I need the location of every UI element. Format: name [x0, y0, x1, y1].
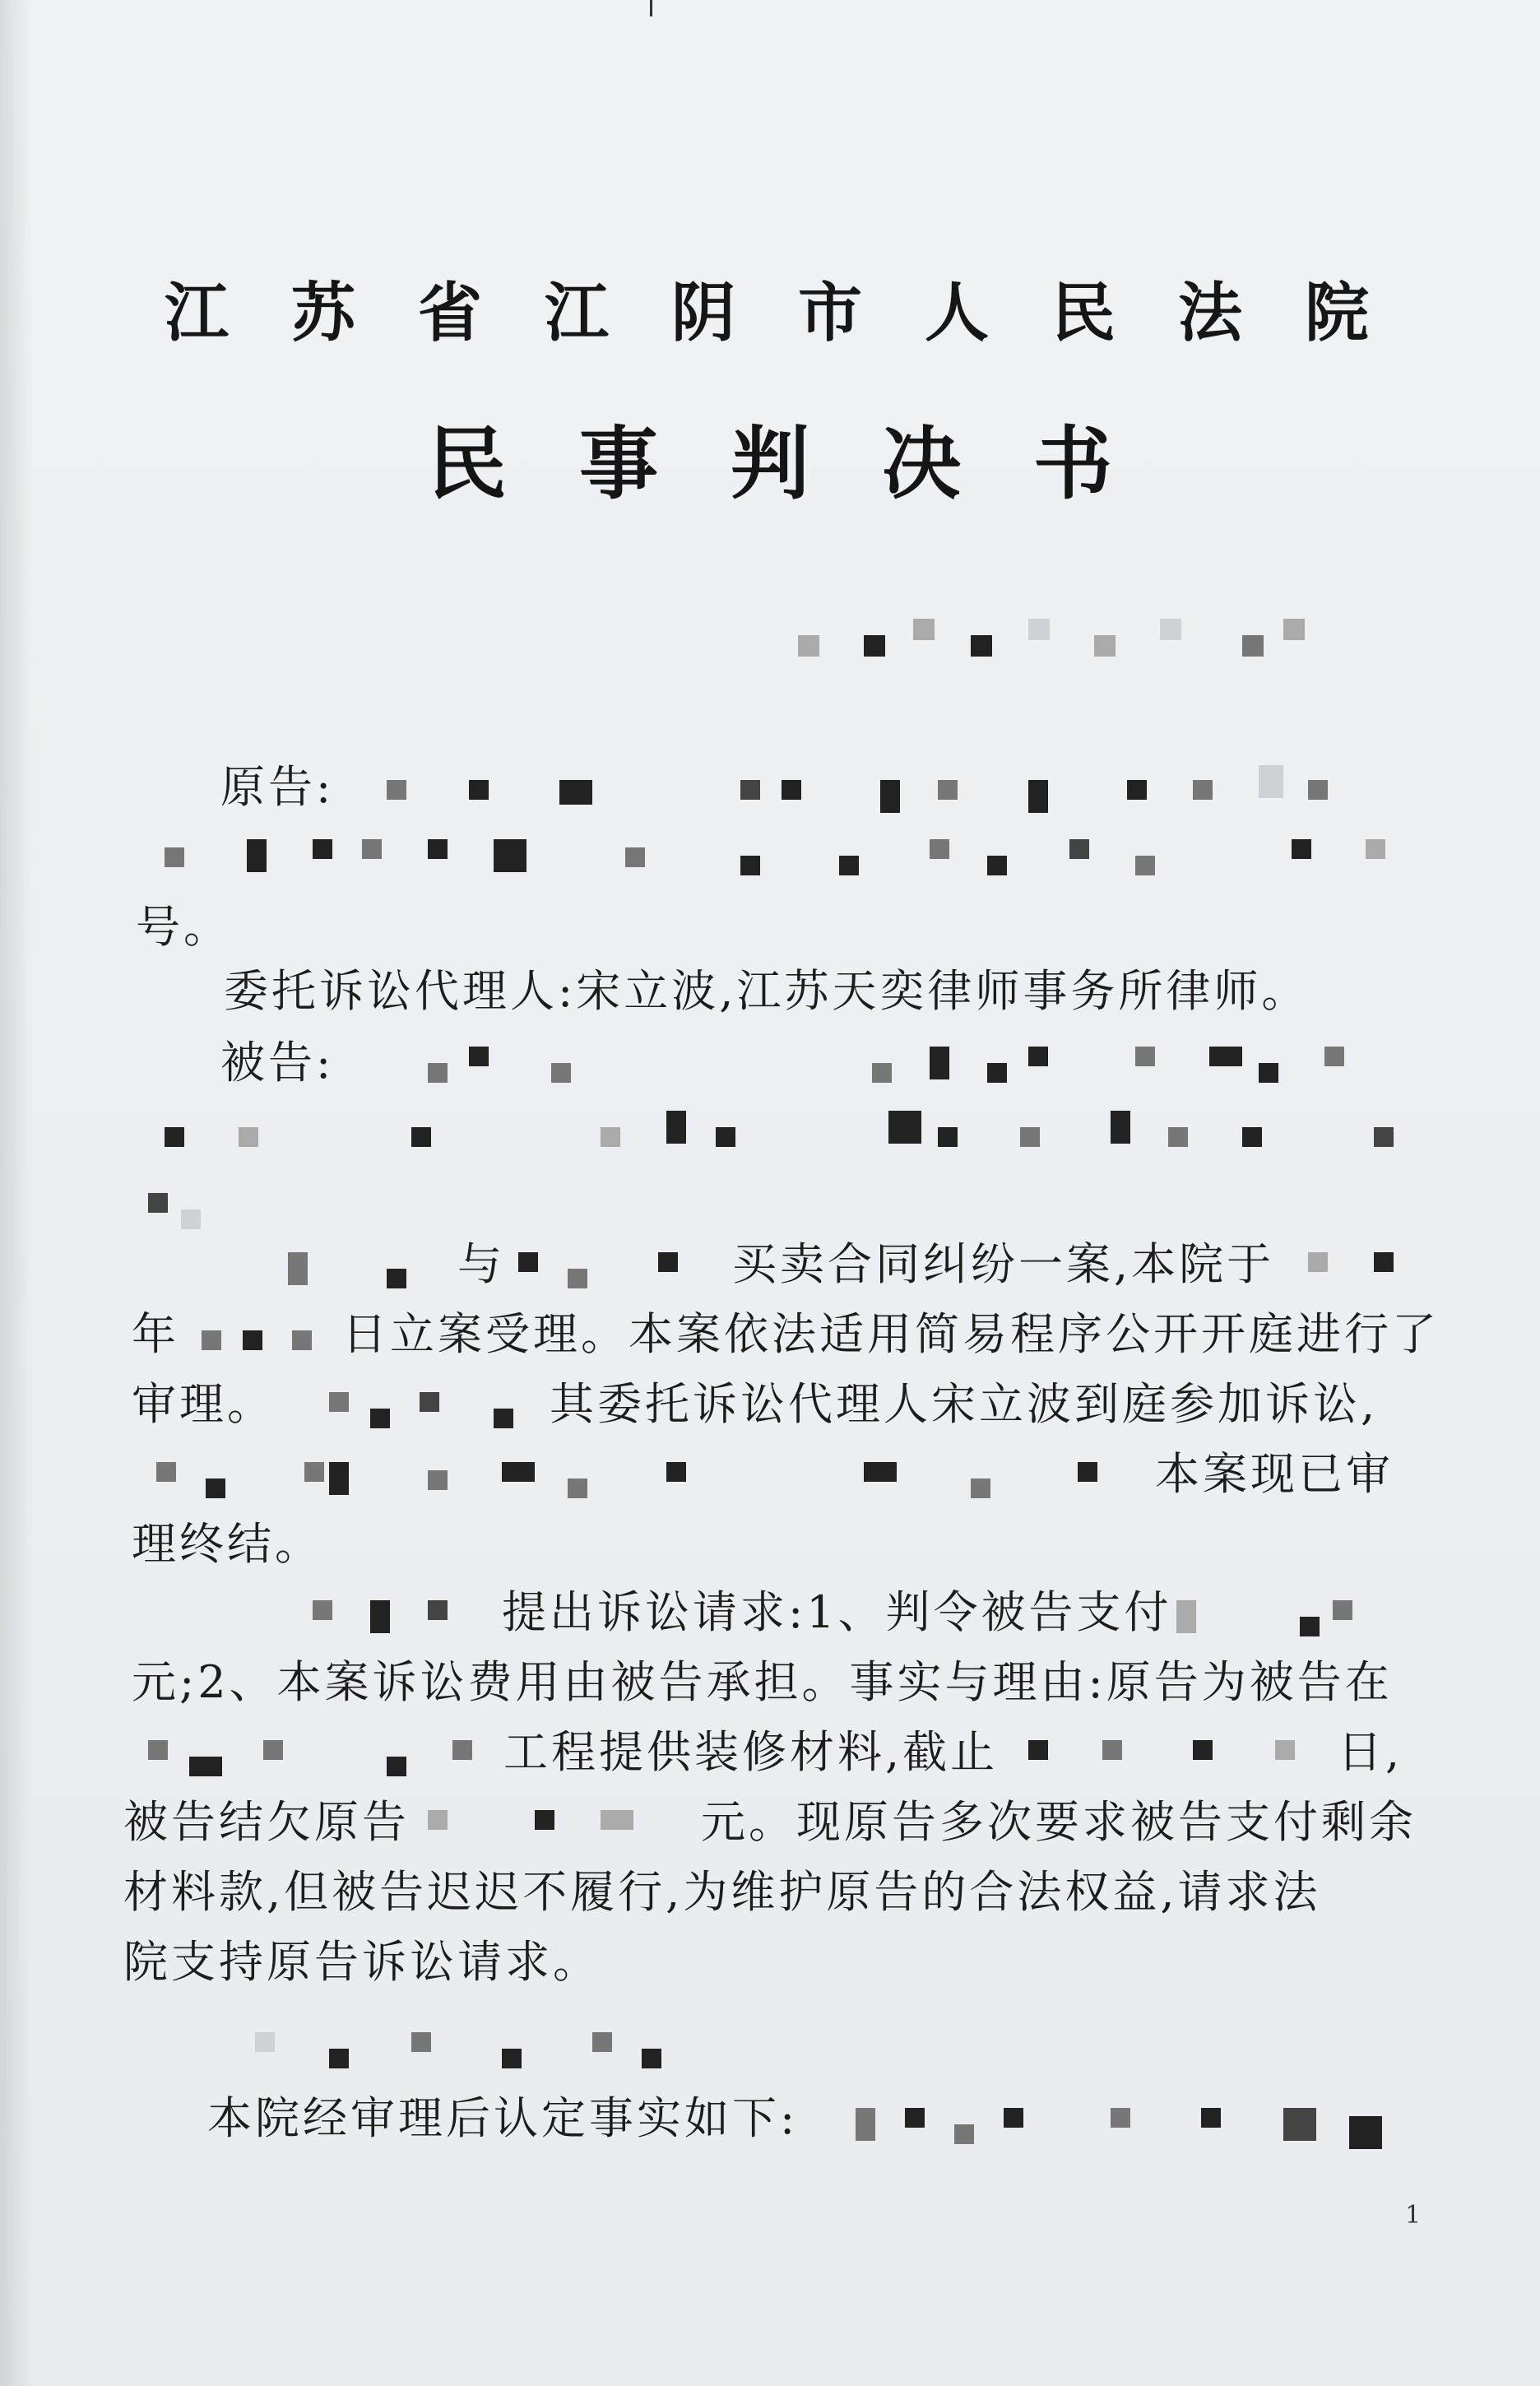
para1-filing: 日立案受理。本案依法适用简易程序公开开庭进行了: [342, 1308, 1440, 1360]
para1-conclusion: 本案现已审: [1155, 1448, 1394, 1500]
redacted-defendant-response: [230, 2024, 691, 2073]
redacted-cutoff-date: [1004, 1732, 1333, 1781]
stray-mark: [650, 0, 652, 16]
plaintiff-label: 原告:: [220, 761, 335, 813]
para2-demand: 元。现原告多次要求被告支付剩余: [701, 1796, 1417, 1848]
redacted-owed-amount: [411, 1802, 691, 1851]
redacted-findings: [839, 2100, 1407, 2157]
redacted-defendant-tail: [140, 1185, 222, 1234]
para2-refusal: 材料款,但被告迟迟不履行,为维护原告的合法权益,请求法: [123, 1866, 1321, 1918]
para2-owed: 被告结欠原告: [123, 1796, 410, 1848]
document-type-title: 民事判决书: [428, 417, 1185, 510]
redacted-defendant-name-1: [510, 1244, 724, 1293]
court-name: 江苏省江阴市人民法院: [165, 276, 1432, 350]
defendant-label: 被告:: [220, 1037, 335, 1089]
page-edge-shadow: [0, 0, 33, 2386]
para1-conjunction: 与: [457, 1238, 505, 1290]
para1-trial: 审理。: [132, 1378, 275, 1430]
redacted-defendant-address: [140, 1111, 1407, 1160]
para1-case-type: 买卖合同纠纷一案,本院于: [732, 1238, 1275, 1290]
redacted-project-name: [140, 1732, 502, 1781]
redacted-defendant-info: [362, 1038, 1399, 1088]
redacted-case-number: [782, 619, 1316, 668]
redacted-plaintiff-info: [362, 765, 1399, 815]
redacted-claim-amount: [1160, 1592, 1407, 1641]
para2-costs: 元;2、本案诉讼费用由被告承担。事实与理由:原告为被告在: [132, 1656, 1393, 1708]
redacted-plaintiff-name-2: [280, 1384, 543, 1433]
para1-attendance: 其委托诉讼代理人宋立波到庭参加诉讼,: [550, 1378, 1379, 1430]
findings-intro: 本院经审理后认定事实如下:: [207, 2092, 799, 2144]
page-number: 1: [1405, 2201, 1422, 2230]
para1-ending: 理终结。: [132, 1518, 322, 1570]
redacted-plaintiff-name-3: [239, 1592, 502, 1641]
para2-date-suffix: 日,: [1338, 1726, 1403, 1778]
redacted-month-day: [185, 1314, 333, 1363]
redacted-plaintiff-name-1: [239, 1244, 452, 1293]
para2-request: 院支持原告诉讼请求。: [123, 1936, 601, 1988]
para2-claims: 提出诉讼请求:1、判令被告支付: [502, 1586, 1172, 1638]
para2-materials: 工程提供装修材料,截止: [503, 1726, 999, 1778]
para1-year: 年: [132, 1308, 179, 1360]
redacted-year: [1283, 1244, 1407, 1293]
plaintiff-address-tail: 号。: [136, 901, 231, 953]
attorney-agent: 委托诉讼代理人:宋立波,江苏天奕律师事务所律师。: [224, 965, 1310, 1017]
redacted-defendant-absence: [140, 1454, 1127, 1503]
redacted-plaintiff-address: [140, 831, 1407, 880]
